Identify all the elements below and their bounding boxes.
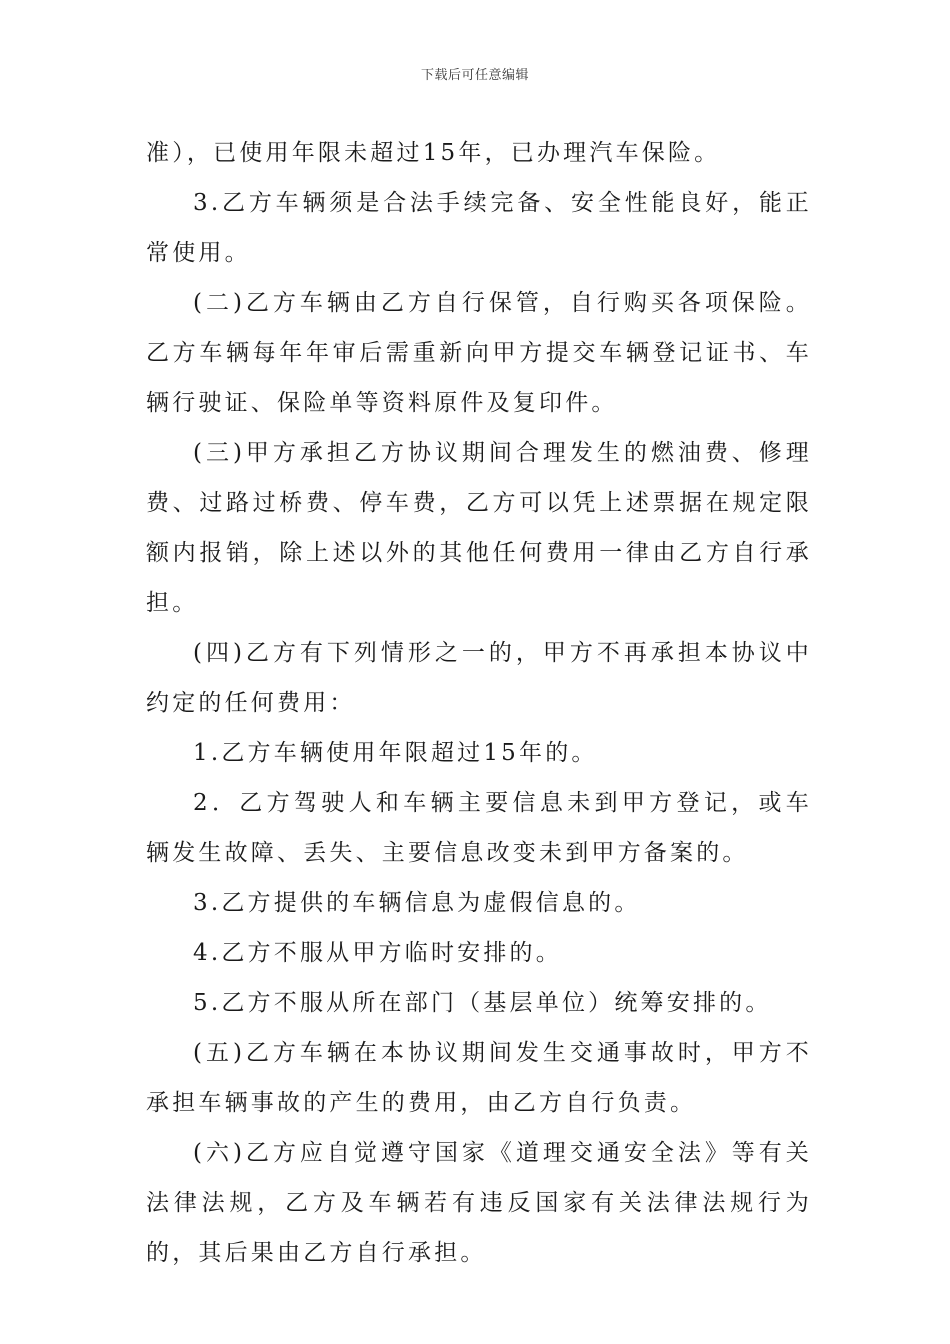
paragraph-7: 2．乙方驾驶人和车辆主要信息未到甲方登记，或车辆发生故障、丢失、主要信息改变未到甲方备案的。	[146, 790, 812, 866]
page-header: 下载后可任意编辑	[420, 68, 529, 83]
paragraph-5: (四)乙方有下列情形之一的，甲方不再承担本协议中约定的任何费用：	[146, 640, 812, 716]
document-body	[146, 128, 812, 1278]
paragraph-10: 5.乙方不服从所在部门（基层单位）统筹安排的。	[193, 990, 772, 1016]
paragraph-8: 3.乙方提供的车辆信息为虚假信息的。	[193, 890, 641, 916]
paragraph-11: (五)乙方车辆在本协议期间发生交通事故时，甲方不承担车辆事故的产生的费用，由乙方自行负责。	[146, 1040, 812, 1116]
paragraph-2: 3.乙方车辆须是合法手续完备、安全性能良好，能正常使用。	[146, 190, 812, 266]
paragraph-6: 1.乙方车辆使用年限超过15年的。	[193, 740, 598, 766]
paragraph-9: 4.乙方不服从甲方临时安排的。	[193, 940, 562, 966]
paragraph-4: (三)甲方承担乙方协议期间合理发生的燃油费、修理费、过路过桥费、停车费，乙方可以凭上述票据在规定限额内报销，除上述以外的其他任何费用一律由乙方自行承担。	[146, 440, 812, 616]
paragraph-3: (二)乙方车辆由乙方自行保管，自行购买各项保险。乙方车辆每年年审后需重新向甲方提交车辆登记证书、车辆行驶证、保险单等资料原件及复印件。	[146, 290, 812, 416]
paragraph-12: (六)乙方应自觉遵守国家《道理交通安全法》等有关法律法规，乙方及车辆若有违反国家有关法律法规行为的，其后果由乙方自行承担。	[146, 1140, 812, 1266]
paragraph-1: 准），已使用年限未超过15年，已办理汽车保险。	[146, 140, 721, 166]
